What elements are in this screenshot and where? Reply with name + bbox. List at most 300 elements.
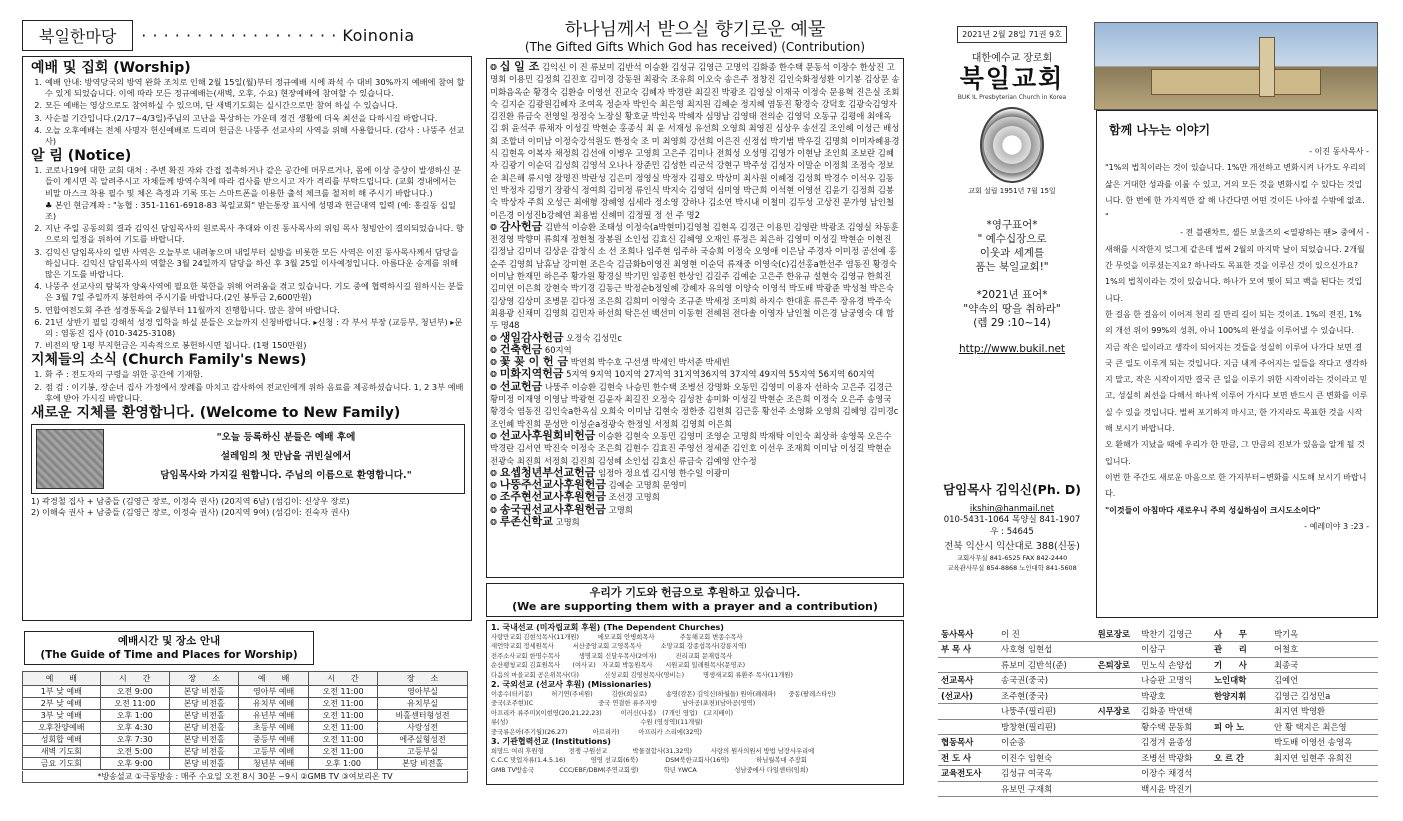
offering-item (490, 221, 900, 332)
table-row (23, 686, 468, 698)
bullet-icon: ❂ (490, 480, 500, 491)
offering-item (490, 381, 900, 430)
staff-cell: 이삼구 (1138, 642, 1211, 658)
essay-box (1096, 110, 1378, 618)
staff-cell: 유보민 구재희 (998, 781, 1089, 797)
table-cell: 금요 기도회 (23, 758, 101, 770)
church-address: 전북 익산시 익산대로 388(신동) (944, 541, 1080, 552)
table-header: 시 간 (308, 672, 377, 686)
staff-cell: 박도배 이영선 송영옥 (1271, 735, 1378, 751)
staff-cell: 협동목사 (938, 735, 998, 751)
table-row (23, 722, 468, 734)
table-header: 장 소 (169, 672, 238, 686)
list-item (31, 77, 465, 99)
item-text: 비전의 땅 1평 부지헌금은 지속적으로 봉헌하시면 됩니다. (1평 150만원) (45, 340, 307, 351)
list-item (31, 369, 465, 380)
staff-cell (1211, 735, 1271, 751)
offering-heading: 선교헌금 (499, 379, 543, 393)
offering-heading: 건축헌금 (499, 342, 543, 356)
item-number: 7. (34, 340, 42, 351)
offering-names: 고명희 (605, 504, 633, 515)
item-number: 3. (34, 246, 42, 257)
essay-body (1105, 160, 1369, 535)
item-text: 모든 예배는 영상으로도 참여하실 수 있으며, 단 새벽기도회는 실시간으로만 참여 하실 수 있습니다. (45, 100, 398, 111)
staff-cell: 은퇴장로 (1089, 657, 1138, 673)
bullet-icon: ❂ (490, 221, 500, 232)
table-cell: 새벽 기도회 (23, 746, 101, 758)
support-line: 새언약교회 정세원목사 서산중앙교회 고영복목사 소망교회 강종섭목사(강릉지역) (491, 643, 747, 651)
staff-cell: 박찬기 김영근 (1138, 626, 1211, 642)
staff-table (938, 626, 1378, 797)
offering-names: 조선경 고명희 (605, 492, 660, 503)
offering-heading: 나뚱주선교사후원헌금 (499, 478, 606, 492)
bullet-icon: ❂ (490, 369, 500, 380)
bullet-icon: ❂ (490, 516, 500, 527)
offering-heading: 선교사후원회비헌금 (499, 428, 596, 442)
support-line: C.C.C 맞업자류(1.4.5.16) 염영 선교회(6북) DSM북한교회사(16역) 하님월복대 주장회 (491, 757, 807, 765)
service-guide-title: 예배시간 및 장소 안내 (The Guide of Time and Places for Worship) (24, 631, 314, 665)
offering-names: 60지역 (542, 344, 572, 355)
table-cell: 오후 7:30 (100, 734, 169, 746)
staff-cell: 선교목사 (938, 673, 998, 689)
staff-cell: 노인대학 (1211, 673, 1271, 689)
table-cell: 1부 낮 예배 (23, 686, 101, 698)
essay-paragraph: 새해를 시작한지 엊그제 같은데 벌써 2월의 마지막 날이 되었습니다. 2개월간 무엇을 이루셨는지요? 하나라도 목표한 것을 이루신 것이 있으신가요? (1105, 244, 1365, 271)
staff-cell: 한양지휘 (1211, 688, 1271, 704)
worship-heading: 예배 및 집회 (Worship) (31, 60, 191, 76)
staff-cell (1089, 688, 1138, 704)
table-cell: 오전 9:00 (100, 686, 169, 698)
offering-title: 하나님께서 받으실 향기로운 예물 (564, 20, 826, 40)
list-item (31, 200, 465, 222)
item-number: 2. (34, 100, 42, 111)
support-line: 아프리카 류주미)(이현영(20,21,22,23) 이러신(나봉) (7개인 영업) (고지배이) (491, 709, 734, 717)
offering-names: 김예순 고명희 문영미 (605, 480, 687, 491)
table-cell: 본당 비전홀 (169, 710, 238, 722)
list-item (31, 281, 465, 303)
staff-cell: 전 도 사 (938, 750, 998, 766)
table-cell: 고등부실 (378, 746, 468, 758)
pastor-info (938, 480, 1086, 573)
table-cell: 오후 1:00 (308, 758, 377, 770)
staff-row (938, 626, 1378, 642)
table-header: 장 소 (378, 672, 468, 686)
essay-author: - 이진 동사목사 - (1309, 147, 1369, 156)
offering-heading: 생일감사헌금 (499, 330, 564, 344)
staff-cell: 박기옥 (1271, 626, 1378, 642)
staff-cell: 최지연 박영환 (1271, 704, 1378, 720)
notice-heading: 알 림 (Notice) (31, 148, 132, 165)
family-list (31, 369, 465, 404)
staff-cell (1089, 766, 1138, 782)
item-text: 김익신 담임목사의 일반 사역은 오늘부로 내려놓으며 내일부터 실방을 비롯한 모든 사역은 이진 동사목사께서 담당을 하십니다. 김익신 담임목사의 역할은 3월 24일까지 담당을 하신 후 3월 25일 이사예정입니다. 아름다운 승계를 위해 많은 기도를 바랍니다. (45, 246, 459, 280)
offering-subtitle: (The Gifted Gifts Which God has received) (Contribution) (524, 40, 866, 54)
item-number: 2. (34, 381, 42, 392)
item-text: 코로나19에 대한 교회 대처 : 주변 확진 자와 간접 접촉하거나 같은 공간에 머무르거나, 몸에 이상 증상이 발생하신 분들이 계시면 꼭 알려주시고 자체들께 방역수칙에 따라 검사를 받으시고 자가 격리를 부탁드립니다. (교회 경내에서는 비말 마스크 착용 필수 및 체온 측정과 기록 또는 스마트폰을 이용한 출석 체크를 철저히 해 주시기 바랍니다.) (45, 165, 461, 198)
staff-cell (1211, 766, 1271, 782)
staff-cell (938, 657, 998, 673)
staff-cell: 김화종 박연택 (1138, 704, 1211, 720)
table-cell: 본당 비전홀 (169, 722, 238, 734)
staff-row (938, 766, 1378, 782)
staff-row (938, 704, 1378, 720)
list-item (31, 305, 465, 316)
support-line: 중국(조주현)(C 중국 연결한 류주지방 남아공(포천)(남아공(영역) (491, 700, 756, 708)
staff-row (938, 750, 1378, 766)
support-title: 우리가 기도와 헌금으로 후원하고 있습니다. (We are supporting them with a prayer and a contribution) (486, 583, 904, 617)
list-item (31, 340, 465, 351)
church-building-photo (1094, 22, 1378, 110)
list-item (31, 247, 465, 281)
support-line: 다음의 마을교회 공은위목사(다) 신성교회 김영천목사(영비는) 명생새교회 류환주 목사(11개원) (491, 671, 793, 679)
table-cell: 사랑성전 (378, 722, 468, 734)
table-header: 시 간 (100, 672, 169, 686)
motto-line: 이웃과 세계를 (979, 247, 1045, 259)
support-line: 순산팽청교회 김효원목사 (여사교) 자교회 박동원목사 시원교회 일래원목사(문영조) (491, 662, 746, 670)
welcome-heading: 새로운 지체를 환영합니다. (Welcome to New Family) (31, 405, 401, 422)
motto-line: 품는 북일교회!" (975, 261, 1049, 273)
staff-row (938, 719, 1378, 735)
list-item (31, 113, 465, 124)
staff-cell: 황수택 문동희 (1138, 719, 1211, 735)
table-cell: 본당 비전홀 (169, 734, 238, 746)
koinonia-title: · · · · · · · · · · · · · · · · · · Koinonia (141, 25, 415, 45)
table-cell: 본당 비전홀 (169, 698, 238, 710)
staff-cell: 백시윤 박진기 (1138, 781, 1211, 797)
offering-item (490, 332, 900, 344)
education-phone: 교육관사무실 854-8868 노인대학 841-5608 (947, 564, 1077, 572)
table-header: 예 배 (239, 672, 308, 686)
table-cell: 영아부 예배 (239, 686, 308, 698)
table-cell: 본당 비전홀 (169, 758, 238, 770)
denomination: 대한예수교 장로회 (971, 53, 1053, 64)
list-item (31, 165, 465, 199)
table-cell: 유치부 예배 (239, 698, 308, 710)
staff-cell (1089, 642, 1138, 658)
essay-title: 함께 나누는 이야기 (1109, 123, 1211, 137)
staff-cell: 사 무 (1211, 626, 1271, 642)
church-name: 북일교회 (959, 64, 1065, 93)
notice-list (31, 165, 465, 351)
year-motto-ref: (렘 29 :10~14) (973, 317, 1051, 329)
staff-cell: 기 사 (1211, 657, 1271, 673)
item-text: 화 주 : 전도자의 구령을 위한 공간에 기재함. (45, 369, 204, 380)
right-column (938, 20, 1378, 815)
staff-cell: (선교사) (938, 688, 998, 704)
offering-names: 나뚱주 이승환 김현숙 나승민 한수택 조병선 강명화 오동민 김영미 이용자 선하숙 고은주 김경근 황미정 이재영 이영남 박광현 김윤자 최길진 오정숙 김성찬 송미화 이성길 박현순 조은희 이정숙 오은주 송영국 황경숙 염동진 김인숙a한옥심 오희숙 이미남 김현숙 정한중 김현희 김근홍 황선주 소영화 오영희 김혜영 김미경c조인혜 박진희 문성만 이성순a정광숙 한정일 서정희 김영희 이은희 (490, 381, 899, 429)
table-cell: 본당 비전홀 (169, 686, 238, 698)
staff-cell: 피 아 노 (1211, 719, 1271, 735)
table-row (23, 734, 468, 746)
staff-cell: 부 목 사 (938, 642, 998, 658)
website-link[interactable]: http://www.bukil.net (958, 343, 1066, 355)
table-cell: 유년부 예배 (239, 710, 308, 722)
staff-cell: 김정겨 윤종성 (1138, 735, 1211, 751)
staff-cell (1211, 704, 1271, 720)
item-number: 5. (34, 304, 42, 315)
item-number: 6. (34, 316, 42, 327)
left-column (22, 20, 472, 815)
table-cell: 본당 비전홀 (378, 758, 468, 770)
pastor-email[interactable]: ikshin@hanmail.net (969, 504, 1055, 514)
support-list (486, 620, 904, 785)
table-row (23, 710, 468, 722)
bullet-icon: ❂ (490, 62, 500, 72)
staff-cell (1211, 781, 1271, 797)
staff-row (938, 673, 1378, 689)
table-cell: 초등부 예배 (239, 722, 308, 734)
staff-cell: 관 리 (1211, 642, 1271, 658)
broadcast-note: *방송설교 ①극동방송 : 매주 수요일 오전 8시 30분 ~9시 ②GMB TV ③여보리온 TV (22, 771, 468, 783)
table-cell: 고등부 예배 (239, 746, 308, 758)
year-motto: "약속의 땅을 취하라" (963, 303, 1061, 315)
staff-cell: 안 황 택지은 최은영 (1271, 719, 1378, 735)
bullet-icon: ❂ (490, 332, 500, 343)
table-cell: 2부 낮 예배 (23, 698, 101, 710)
staff-cell: 동사목사 (938, 626, 998, 642)
item-text: 21년 상반기 필일 강해석 성경 입학을 하실 분들은 오늘까지 신청바랍니다. ▸신청 : 각 부서 부장 (교등부, 청년부) ▸문의 : 염동진 집사 (010-3425-3108) (45, 316, 463, 339)
staff-cell: 방창현(필리핀) (998, 719, 1089, 735)
year-motto-title: *2021년 표어* (976, 289, 1048, 301)
table-cell: 본당 비전홀 (169, 746, 238, 758)
support-line: 희망드 여리 후원형 전쟁 구원선교 박물결합사(31,32역) 사랑의 원사의원서 방법 남장사우리에 (491, 748, 815, 756)
zip-code: 우 : 54645 (990, 527, 1034, 537)
offering-names: 5지역 9지역 10지역 27지역 31지역36지역 37지역 49지역 55지역 56지역 60지역 (563, 369, 875, 380)
news-panel (22, 56, 472, 621)
table-cell: 오전 11:00 (308, 686, 377, 698)
staff-row (938, 735, 1378, 751)
motto-text (938, 232, 1086, 274)
table-cell: 오전 11:00 (100, 698, 169, 710)
staff-cell: 사호형 임현섭 (998, 642, 1089, 658)
item-number: 1. (34, 165, 42, 176)
welcome-box (31, 424, 465, 494)
church-name-en: BUK IL Presbyterian Church in Korea (957, 94, 1067, 101)
offering-names: 김익신 이 진 류보미 김반석 이승환 김성규 김영근 고명익 김화종 한수택 문동석 이장수 한상진 고명회 이용민 김정희 김진호 김미경 강동원 최광숙 조유희 이오숙 송은주 정창진 김인숙화정성환 이기봉 김상문 송미화음옥순 황경숙 김환승 이영선 진교숙 김혜자 박경란 최길진 박광조 김영실 이재국 이정숙 문용혁 진은실 조회숙 김지순 김광원김혜자 조여옥 정순자 박인숙 최은영 최지원 김혜순 정지혜 염동진 황경숙 강덕호 김광숙김영자 김진환 류금숙 전영일 정정숙 노장실 황호균 박인옥 박혜자 심명남 김영태 전의순 김영덕 오동규 김평애 최애옥 김 휘 윤석주 류채자 이성길 박현순 홍종식 최 윤 서재성 유선희 오영희 최영진 심상우 송선길 조인혜 이성근 배성희 조할녀 이미남 이정숙강석원도 한정숙 조 미 최영희 강선희 이은진 신정섭 박기범 박우길 김명희 이미자혜용경식 김현옥 이복자 채정희 김선애 이병우 고영희 고은주 김미나 전희성 오성명 김영가 이현남 조인희 조보란 김혜자 김광기 이순덕 김성희 김영석 오나나 장준민 김성한 리군석 강현구 박주성 김성자 이말순 이정희 조정숙 정보순 최은해 류시영 장명진 박란성 김은미 정영실 박정자 김평오 박상미 최사원 이혜정 김성희 박경수 이석우 김동인 박정자 김명기 장광식 정여희 김미정 류인식 박지숙 김영덕 심미영 박근희 이석현 이영선 김윤기 김정희 김봉숙 박상자 주희 오성근 최애형 장혜영 심세라 정소영 강하나 김소연 박시내 이철미 김두성 고상진 문가영 남인철 이은경 이성진b강혜연 최용범 신혜미 김정필 정 선 주 명2 (490, 62, 900, 220)
offering-heading: 송국권선교사후원헌금 (499, 502, 606, 516)
table-cell: 영아부실 (378, 686, 468, 698)
staff-cell: 어철호 (1271, 642, 1378, 658)
issue-date: 2021년 2월 28일 71권 9호 (957, 26, 1067, 43)
support-line: 사랑만교회 김현석목사(11개원) 에모교회 안병희목사 주동해교회 변종수목사 (491, 634, 743, 641)
staff-cell: 이순종 (998, 735, 1089, 751)
staff-cell: 나뚱주(필리핀) (998, 704, 1089, 720)
staff-cell: 이진수 임현숙 (998, 750, 1089, 766)
service-table (22, 671, 468, 770)
item-text: 오늘 오후예배는 전체 사명자 헌신예배로 드리며 헌금은 나뚱주 선교사의 사역을 위해 사용합니다. (감사 : 나뚱주 선교사) (45, 124, 465, 147)
bullet-icon: ❂ (490, 467, 500, 478)
staff-cell: 조주현(중국) (998, 688, 1089, 704)
pastor-phone: 010-5431-1064 목양실 841-1907 (943, 515, 1081, 525)
table-cell: 오전 11:00 (308, 746, 377, 758)
offering-item (490, 61, 900, 221)
staff-cell (1089, 673, 1138, 689)
section-title: 북일한마당 (22, 20, 133, 51)
table-cell: 오후찬양예배 (23, 722, 101, 734)
offering-list (490, 61, 900, 528)
motto-title: *영구표어* (986, 219, 1038, 231)
essay-paragraph: - 예레미야 3 :23 - (1304, 521, 1369, 531)
welcome-line: "오늘 등록하신 분들은 예배 후에 (216, 432, 356, 444)
staff-row (938, 657, 1378, 673)
staff-cell (938, 719, 998, 735)
table-cell: 오전 5:00 (100, 746, 169, 758)
offering-names: 이승환 김현숙 오동민 김영미 조영순 고명희 박재탁 이인숙 최상하 송영목 오은수 박경란 김서연 박진숙 이정숙 조은희 김현수 김효진 주영선 정세준 김인호 이선우 조재희 이미남 이성길 박현순 전광숙 최진희 서정희 김진희 김성혜 소인섭 김효신 류금숙 김예영 안수정 (490, 430, 892, 466)
table-cell: 오후 1:00 (100, 710, 169, 722)
welcome-line: 담임목사와 가지길 원합니다. 주님의 이름으로 환영합니다." (160, 470, 412, 482)
item-number: 2. (34, 223, 42, 234)
list-item (31, 382, 465, 404)
staff-cell (1089, 735, 1138, 751)
staff-cell (1271, 781, 1378, 797)
founded-date: 교회 설립 1951년 7월 15일 (968, 187, 1056, 195)
staff-cell: 박광호 (1138, 688, 1211, 704)
offering-heading: 조주현선교사후원헌금 (499, 490, 606, 504)
table-cell: 청년부 예배 (239, 758, 308, 770)
staff-cell (1271, 766, 1378, 782)
table-cell: 에주실형성전 (378, 734, 468, 746)
table-cell: 오전 11:00 (308, 710, 377, 722)
support-section-heading: 2. 국외선교 (선교사 후원) (Missionaries) (491, 680, 652, 690)
offering-heading: 요셉청년부선교헌금 (499, 465, 596, 479)
welcome-line: 설레임의 첫 만남을 귀빈실에서 (220, 451, 352, 463)
staff-cell: 민노식 손양섭 (1138, 657, 1211, 673)
essay-paragraph: "1%의 법칙이라는 것이 있습니다. 1%만 개선하고 변화시켜 나가도 우리의 삶은 거대한 성과를 이룰 수 있고, 거의 모든 것을 변화시킬 수 있다는 것입니다. 한 번에 한 가지씩만 잘 해 나간다면 어떤 것이든 나아질 수밖에 없죠. " (1105, 163, 1366, 222)
table-row (23, 758, 468, 770)
essay-paragraph: 이번 한 주간도 새로운 마음으로 한 가지부터~변화를 시도해 보시기 바랍니다. (1105, 472, 1367, 499)
list-item (31, 125, 465, 147)
pastor-name: 담임목사 김익신(Ph. D) (943, 482, 1081, 497)
staff-cell: 교육전도사 (938, 766, 998, 782)
staff-row (938, 642, 1378, 658)
church-logo-icon (980, 107, 1044, 183)
table-cell: 오전 11:00 (308, 698, 377, 710)
table-cell: 중등부 예배 (239, 734, 308, 746)
offering-heading: 루존신학교 (499, 514, 553, 528)
family-heading: 지체들의 소식 (Church Family's News) (31, 352, 307, 369)
item-number: 1. (34, 77, 42, 87)
staff-cell: 최종국 (1271, 657, 1378, 673)
worship-list (31, 77, 465, 147)
support-line: GMB TV방송국 CCC/EBF/DBM(주연교회생) 학년 YWCA 성남중에사 다일센터(임희) (491, 766, 809, 774)
offering-names: 고명희 (552, 516, 580, 527)
staff-cell: 나승판 고명익 (1138, 673, 1211, 689)
welcome-message (108, 425, 464, 493)
table-cell: 3부 낮 예배 (23, 710, 101, 722)
table-cell: 유치부실 (378, 698, 468, 710)
staff-cell (1089, 719, 1138, 735)
list-item (31, 317, 465, 339)
item-number: 4. (34, 124, 42, 135)
offering-names: 김반석 이승환 조태성 이정숙(a박현미)김영철 김현옥 김경근 이용민 김영란 박광조 김영실 차동훈 전경영 박향미 류희재 정현철 장봉원 소인섭 김효신 김혜영 오재인 류정은 최은하 김영미 이성길 박현순 이현진 김정남 김미녀 김상운 감창식 소 선 조희나 임주현 임주하 국승희 이정숙 오영애 이은남 주경자 이미정 공선예 홍순주 김영희 남휴남 강미현 조은숙 김금화b이영진 최영현 이순덕 류재중 이영숙(c)김선홍a한선주 염동진 황경숙 이미남 한재민 하은주 황가원 황경실 박기민 임종헌 한상인 김길주 김예순 고은주 한유규 설현숙 김영규 한희진 김미연 이은희 강현숙 박기경 김동근 박정순b정일혜 강혜자 유의영 이양숙 이영석 박도배 박광준 박성철 박은숙 김상영 김상미 조병문 김다정 조은희 김희미 이영숙 조규준 박세정 조미희 하지수 한대훈 류은주 장유경 박주숙 최용광 신채미 김영희 김민자 하선희 탁은선 백선미 이동현 전혜원 전다솔 이영자 남인철 이은경 남궁영숙 대 함 두 명48 (490, 221, 899, 331)
bullet-icon: ❂ (490, 381, 500, 392)
staff-row (938, 688, 1378, 704)
staff-row (938, 781, 1378, 797)
table-cell: 오전 11:00 (308, 734, 377, 746)
welcome-footnotes (31, 496, 465, 518)
table-cell: 오전 11:00 (308, 722, 377, 734)
support-line: 이종수(터키몽) 허기연(주비원) 김한(희실로) 송영(캄몬) 김익신(하월들) 원아(쾌레파) 중동(팔레스타인) (491, 691, 836, 699)
staff-cell: 류보미 김반석(준) (998, 657, 1089, 673)
item-text: 연합여전도회 주관 성경통독을 2월부터 11월까지 진행합니다. 많은 참여 바랍니다. (45, 304, 340, 315)
table-row (23, 746, 468, 758)
offering-heading: 십 일 조 (499, 60, 540, 73)
offering-item (490, 516, 900, 528)
offering-item (490, 430, 900, 467)
staff-cell: 조병선 박광화 (1138, 750, 1211, 766)
list-item (31, 223, 465, 245)
staff-cell: 오 르 간 (1211, 750, 1271, 766)
staff-cell: 이 진 (998, 626, 1089, 642)
staff-cell (938, 704, 998, 720)
table-row (23, 698, 468, 710)
essay-paragraph: - 전 블랜차트, 셸든 보울즈의 <열광하는 팬> 중에서 - (1180, 228, 1369, 238)
essay-paragraph: 오 환해가 지났을 때에 우리가 한 만큼, 그 만큼의 진보가 있음을 알게 될 것입니다. (1105, 440, 1365, 466)
staff-cell: 원로장로 (1089, 626, 1138, 642)
table-cell: 오후 4:30 (100, 722, 169, 734)
staff-cell: 시무장로 (1089, 704, 1138, 720)
item-number: 4. (34, 281, 42, 292)
bullet-icon: ❂ (490, 492, 500, 503)
support-line: 중국류은아(주기월)(26.27) 아르리카) 아프리카 스리에(32역) (491, 728, 702, 736)
offering-heading: 꽃 꽂 이 헌 금 (499, 355, 569, 369)
office-phone: 교회사무실 841-6525 FAX 842-2440 (956, 554, 1068, 562)
item-number (31, 200, 45, 222)
item-text: ♣ 본인 현금계좌 : "농협 : 351-1161-6918-83 북일교회" 받는통장 표시에 성명과 헌금내역 입력 (예: 홍길동 십일조) (45, 199, 456, 222)
essay-paragraph: 지금 작은 일이라고 생각이 되어지는 것들을 성실히 이루어 나가다 보면 결국 큰 일도 이루게 되는 것입니다. 지금 내게 주어지는 일들을 작다고 생각하지 말고, 작은 시작이지만 결국 큰 일을 이루기 위한 시작이라는 것이라고 믿고, 성실히 최선을 다해서 하나씩 이루어 가시다 보면 반드시 큰 변화를 이루실 수 있을 것입니다. 벌써 포기하지 마시고, 한 가지라도 목표한 것을 시작해 보시기 바랍니다. (1105, 342, 1368, 434)
support-line: 전주소사교회 한명수목사 생명교회 신달우목사(2여자) 진리교회 문재림목사 (491, 652, 733, 660)
offering-heading: 감사헌금 (499, 219, 543, 233)
welcome-footnote: 1) 곽경철 집사 + 남중들 (김영근 장로, 이정숙 권사) (20지역 6남) (섬김이: 신상우 장로) (31, 496, 350, 507)
section-header (22, 20, 472, 50)
item-text: 나뚱주 선교사의 탐북자 양육사역에 필요한 북한을 위해 어려움을 겪고 있습니다. 기도 중에 협력하시길 원하시는 분들은 3월 7일 주일까지 봉헌하여 주시기를 바랍니다.(2인 봉투금 2,600만원) (45, 281, 464, 303)
bullet-icon: ❂ (490, 357, 500, 368)
staff-cell (1089, 750, 1138, 766)
support-section-heading: 3. 기관협력선교 (Institutions) (491, 737, 611, 747)
item-number: 1. (34, 369, 42, 380)
table-header: 예 배 (23, 672, 101, 686)
item-text: 점 검 : 이기봉, 장순녀 집사 가정에서 장례를 마치고 감사하여 전교인에게 위하 음료를 제공하셨습니다. 1, 2 3부 예배 후에 받아 가시길 바랍니다. (45, 381, 464, 403)
staff-cell: 김예언 (1271, 673, 1378, 689)
table-cell: 오후 9:00 (100, 758, 169, 770)
welcome-footnote: 2) 이해숙 권사 + 남중들 (김영근 장로, 이정숙 권사) (20지역 9여) (섬김이: 진숙자 권사) (31, 507, 350, 518)
staff-cell: 최지연 임현주 유희진 (1271, 750, 1378, 766)
offering-item (490, 368, 900, 380)
staff-cell: 이장수 채경석 (1138, 766, 1211, 782)
staff-cell: 송국권(중국) (998, 673, 1089, 689)
item-text: 지난 주일 공동의회 결과 김익신 담임목사의 원로목사 추대와 이진 동사목사의 위임 목사 청빙안이 결의되었습니다. 향으로의 일정을 위하여 기도를 바랍니다. (45, 223, 464, 245)
support-section-heading: 1. 국내선교 (미자립교회 후원) (The Dependent Churches) (491, 623, 724, 632)
middle-column (486, 20, 904, 815)
staff-cell: 김영근 김성민a (1271, 688, 1378, 704)
essay-paragraph: 1%의 법칙이라는 것이 있습니다. 하나가 모여 몇이 되고 백을 된다는 것입니다. (1105, 277, 1363, 303)
item-number: 3. (34, 112, 42, 123)
offering-box (486, 58, 904, 578)
offering-names: 임정아 정요셉 김시영 한수일 이광미 (595, 467, 730, 478)
bullet-icon: ❂ (490, 504, 500, 515)
item-text: 예배 안내: 방역당국의 방역 완화 조치로 인해 2월 15일(월)부터 정규예배 시에 좌석 수 대비 30%까지 예배에 참여 할 수 있게 되었습니다. 이에 따라 모든 정규예배는(새벽, 오후, 수요) 현장예배에 참여할 수 있습니다. (45, 77, 465, 99)
motto-line: " 예수십장으로 (977, 233, 1047, 245)
new-member-photo (36, 429, 104, 489)
item-text: 사순절 기간입니다.(2/17~4/3일)주님의 고난을 묵상하는 가운데 경건 생활에 더욱 최선을 다하시길 바랍니다. (45, 112, 438, 123)
staff-cell: 김성규 여국옥 (998, 766, 1089, 782)
motto-block (938, 218, 1086, 356)
masthead-left (938, 20, 1086, 210)
support-line: 류(성) 수원 (영성역)(11개월) (491, 719, 703, 727)
bullet-icon: ❂ (490, 430, 500, 441)
bullet-icon: ❂ (490, 344, 500, 355)
list-item (31, 100, 465, 111)
